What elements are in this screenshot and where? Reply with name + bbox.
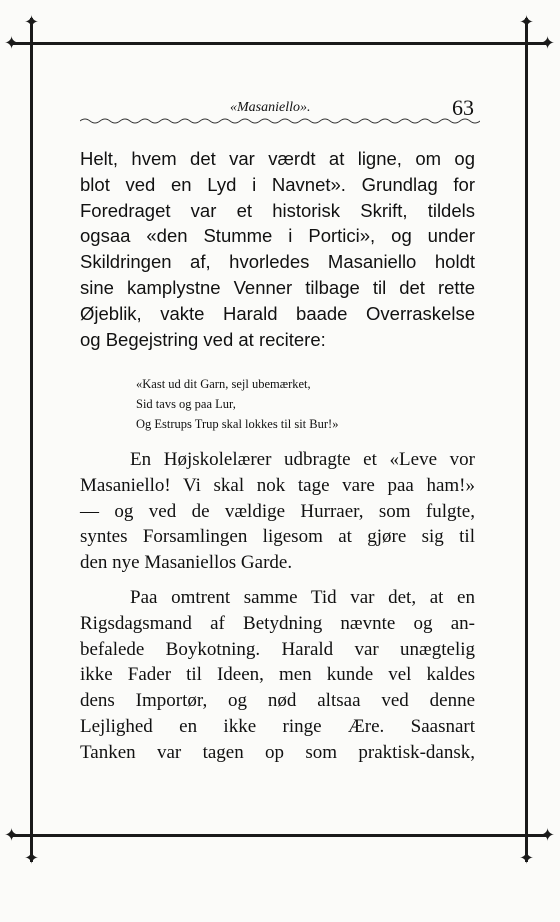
verse-line: Og Estrups Trup skal lokkes til sit Bur!» xyxy=(136,417,339,431)
ornament-icon: ✦ xyxy=(4,33,20,54)
running-head: «Masaniello». xyxy=(230,100,311,115)
paragraph xyxy=(80,146,475,352)
text-line: — og ved de vældige Hurraer, som fulgte, xyxy=(80,500,475,522)
text-line: ogsaa «den Stumme i Portici», og under xyxy=(80,225,475,247)
text-line: Helt, hvem det var værdt at ligne, om og xyxy=(80,148,475,169)
text-line: Masaniello! Vi skal nok tage vare paa ham!» xyxy=(80,474,475,496)
frame-top-rule xyxy=(12,42,548,45)
frame-left-rule xyxy=(30,18,33,862)
ornament-icon: ✦ xyxy=(519,12,535,33)
text-line: Rigsdagsmand af Betydning nævnte og an- xyxy=(80,612,475,634)
text-line: ikke Fader til Ideen, men kunde vel kaldes xyxy=(80,664,475,686)
ornament-icon: ✦ xyxy=(4,825,20,846)
text-line: En Højskolelærer udbragte et «Leve vor xyxy=(130,449,475,470)
text-line: befalede Boykotning. Harald var unægtelig xyxy=(80,638,475,660)
ornament-icon: ✦ xyxy=(540,825,556,846)
verse-line: «Kast ud dit Garn, sejl ubemærket, xyxy=(136,377,311,391)
text-line: Øjeblik, vakte Harald baade Overraskelse xyxy=(80,302,475,324)
page-number: 63 xyxy=(452,95,474,120)
paragraph xyxy=(80,585,475,766)
text-line: sine kamplystne Venner tilbage til det rette xyxy=(80,276,475,298)
text-line: Tanken var tagen op som praktisk-dansk, xyxy=(80,741,475,763)
text-line: Foredraget var et historisk Skrift, tildels xyxy=(80,199,475,221)
text-line: blot ved en Lyd i Navnet». Grundlag for xyxy=(80,173,475,195)
verse-quote xyxy=(136,374,338,434)
text-line: Skildringen af, hvorledes Masaniello holdt xyxy=(80,251,475,273)
text-line: Paa omtrent samme Tid var det, at en xyxy=(130,587,475,608)
verse-line: Sid tavs og paa Lur, xyxy=(136,397,236,411)
wavy-rule xyxy=(80,116,480,126)
ornament-icon: ✦ xyxy=(24,12,40,33)
frame-bottom-rule xyxy=(12,834,548,837)
ornament-icon: ✦ xyxy=(540,33,556,54)
paragraph xyxy=(80,447,475,576)
text-line: og Begejstring ved at recitere: xyxy=(80,328,326,350)
ornament-icon: ✦ xyxy=(24,848,40,869)
frame-right-rule xyxy=(525,18,528,862)
text-line: Lejlighed en ikke ringe Ære. Saasnart xyxy=(80,715,475,737)
text-line: den nye Masaniellos Garde. xyxy=(80,552,293,574)
ornament-icon: ✦ xyxy=(519,848,535,869)
text-line: syntes Forsamlingen ligesom at gjøre sig til xyxy=(80,526,475,548)
text-line: dens Importør, og nød altsaa ved denne xyxy=(80,690,475,712)
